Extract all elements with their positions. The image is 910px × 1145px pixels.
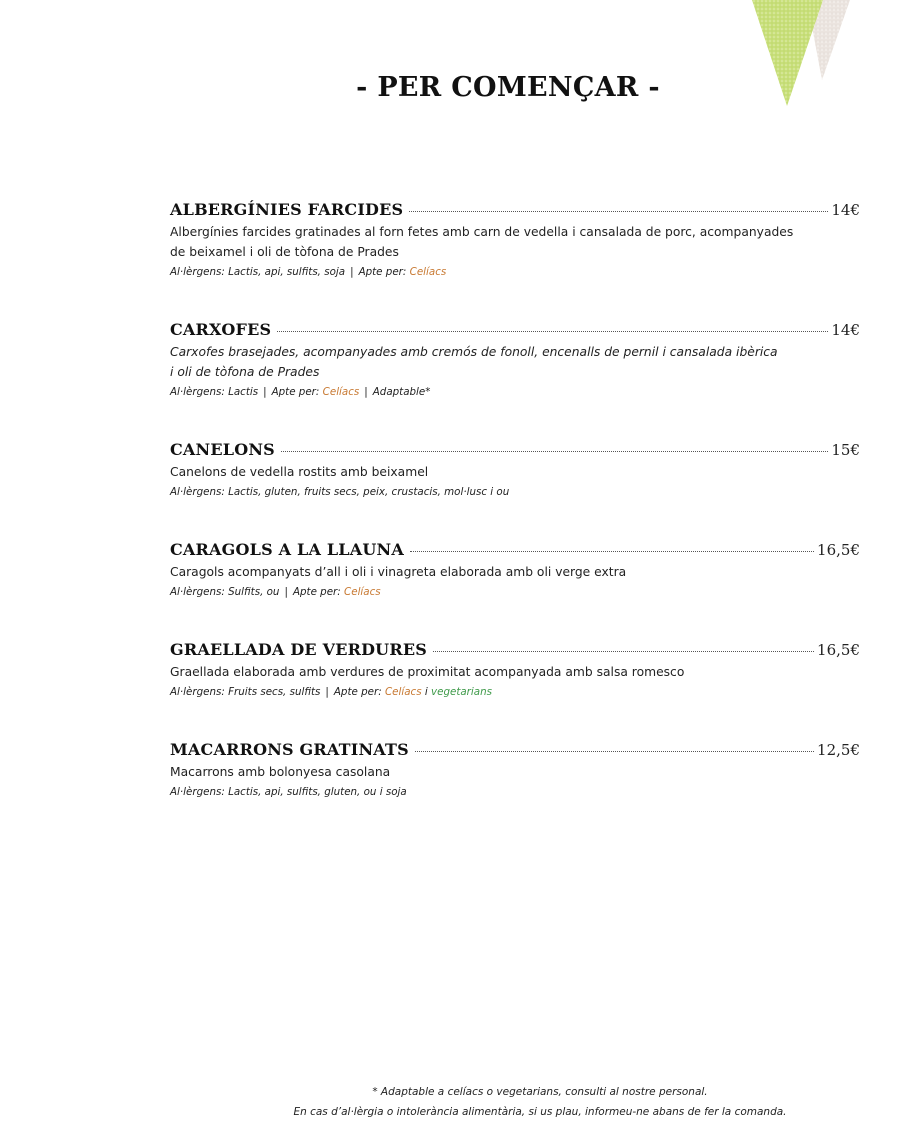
separator: | [263,386,267,398]
celiac-tag: Celíacs [384,686,422,698]
description-line: Caragols acompanyats d’all i oli i vinagreta elaborada amb oli verge extra [170,565,627,579]
item-price: 14€ [831,321,860,339]
allergens-line [170,782,860,802]
allergens-line [170,682,860,702]
item-price: 14€ [831,201,860,219]
vegetarian-tag: vegetarians [431,686,492,698]
allergens-text: Al·lèrgens: Lactis, gluten, fruits secs, peix, crustacis, mol·lusc i ou [170,486,510,498]
description-line: i oli de tòfona de Prades [170,365,320,379]
description-line: de beixamel i oli de tòfona de Prades [170,245,399,259]
description-line: Graellada elaborada amb verdures de proximitat acompanyada amb salsa romesco [170,665,685,679]
dotted-leader [409,211,828,212]
conjunction: i [424,686,428,698]
celiac-tag: Celíacs [344,586,381,598]
description-line: Macarrons amb bolonyesa casolana [170,765,391,779]
footer-allergy-note: En cas d’al·lèrgia o intolerància alimentària, si us plau, informeu-ne abans de fer la comanda. [293,1106,787,1118]
allergens-text: Al·lèrgens: Sulfits, ou [170,586,280,598]
footer-adaptable-note: * Adaptable a celíacs o vegetarians, consulti al nostre personal. [372,1086,708,1098]
item-description [170,222,810,262]
item-header [170,640,860,662]
menu-list [170,200,860,840]
item-price: 15€ [831,441,860,459]
allergens-text: Al·lèrgens: Lactis, api, sulfits, soja [170,266,346,278]
adaptable-tag: Adaptable* [372,386,431,398]
suitable-label: Apte per: [333,686,382,698]
dotted-leader [281,451,828,452]
dotted-leader [277,331,828,332]
dotted-leader [433,651,814,652]
item-header [170,200,860,222]
separator: | [364,386,368,398]
item-name: CARXOFES [170,320,272,339]
allergens-text: Al·lèrgens: Lactis [170,386,259,398]
menu-item-canelons [170,440,860,540]
dotted-leader [415,751,814,752]
item-header [170,320,860,342]
item-name: MACARRONS GRATINATS [170,740,409,759]
menu-item-carxofes [170,320,860,440]
item-header [170,440,860,462]
item-price: 16,5€ [817,641,860,659]
item-name: GRAELLADA DE VERDURES [170,640,427,659]
allergens-text: Al·lèrgens: Fruits secs, sulfits [170,686,321,698]
celiac-tag: Celíacs [409,266,447,278]
allergens-line [170,382,860,402]
allergens-line [170,482,860,502]
item-price: 12,5€ [817,741,860,759]
item-description [170,562,810,582]
allergens-line [170,262,860,282]
allergens-line [170,582,860,602]
separator: | [284,586,288,598]
item-description [170,342,810,382]
description-line: Canelons de vedella rostits amb beixamel [170,465,429,479]
item-name: ALBERGÍNIES FARCIDES [170,200,404,219]
menu-item-macarrons-gratinats [170,740,860,840]
celiac-tag: Celíacs [322,386,360,398]
suitable-label: Apte per: [358,266,407,278]
page-title: - PER COMENÇAR - [356,72,660,103]
dotted-leader [410,551,814,552]
item-header [170,740,860,762]
menu-item-caragols-a-la-llauna [170,540,860,640]
separator: | [325,686,329,698]
footer-note [0,1082,910,1122]
suitable-label: Apte per: [292,586,341,598]
menu-item-graellada-de-verdures [170,640,860,740]
allergens-text: Al·lèrgens: Lactis, api, sulfits, gluten, ou i soja [170,786,407,798]
menu-item-alberginies-farcides [170,200,860,320]
item-description [170,662,810,682]
item-price: 16,5€ [817,541,860,559]
item-header [170,540,860,562]
separator: | [350,266,354,278]
item-name: CARAGOLS A LA LLAUNA [170,540,404,559]
item-name: CANELONS [170,440,275,459]
item-description [170,462,810,482]
description-line: Carxofes brasejades, acompanyades amb cremós de fonoll, encenalls de pernil i cansalada ibèrica [170,345,778,359]
description-line: Albergínies farcides gratinades al forn fetes amb carn de vedella i cansalada de porc, acompanyades [170,225,794,239]
suitable-label: Apte per: [271,386,320,398]
item-description [170,762,810,782]
